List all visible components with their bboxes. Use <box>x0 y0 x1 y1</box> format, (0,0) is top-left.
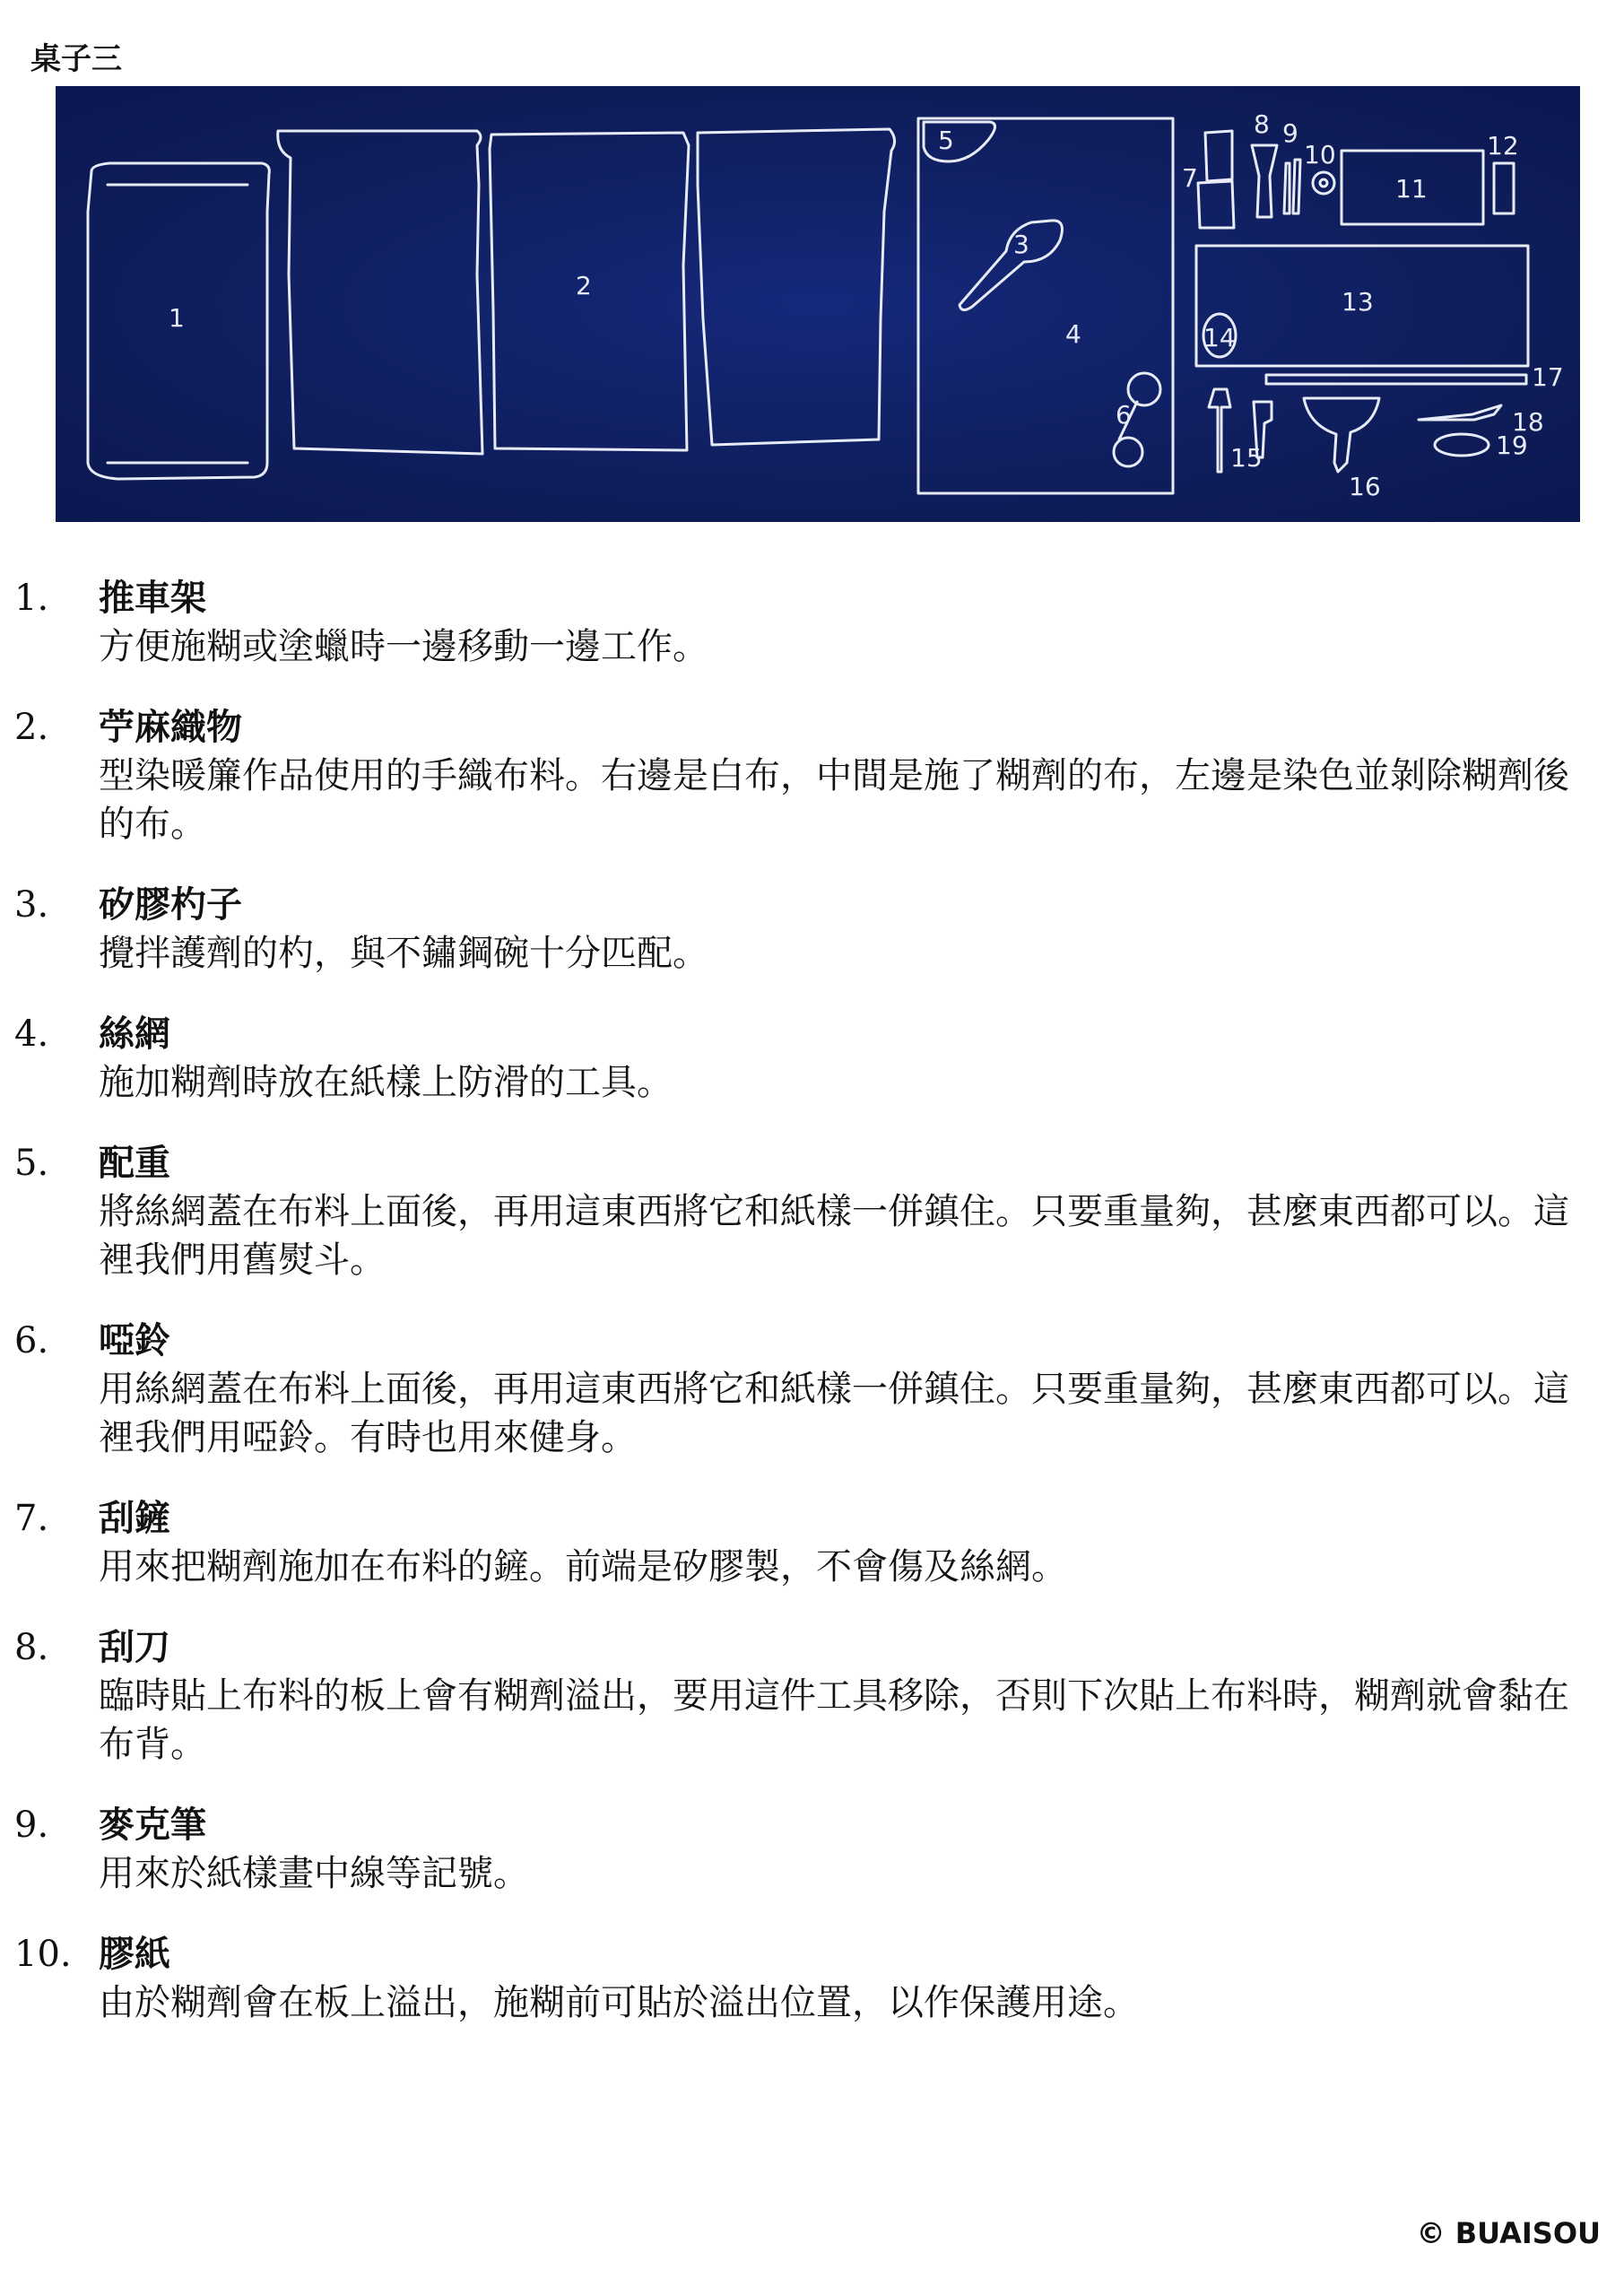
item-title: 刮刀 <box>99 1626 170 1668</box>
tools-outline-drawing <box>56 86 1580 522</box>
item-number: 6. <box>14 1320 49 1361</box>
item-number: 3. <box>14 884 49 926</box>
item-title: 推車架 <box>99 577 206 619</box>
item-number: 4. <box>14 1013 49 1055</box>
scraper-outline <box>1252 145 1277 217</box>
item-18-knife-outline <box>1419 405 1501 420</box>
label-9: 9 <box>1282 118 1298 148</box>
list-item <box>0 1010 1624 1107</box>
label-10: 10 <box>1304 140 1336 170</box>
item-title: 麥克筆 <box>99 1804 206 1846</box>
marker-pens-outline <box>1284 160 1300 213</box>
label-1: 1 <box>169 303 185 333</box>
item-description: 型染暖簾作品使用的手織布料。右邊是白布，中間是施了糊劑的布，左邊是染色並剝除糊劑後的布。 <box>99 755 1569 845</box>
label-7: 7 <box>1182 163 1198 193</box>
label-14: 14 <box>1203 323 1236 352</box>
list-item <box>0 1623 1624 1769</box>
fabric-right-outline <box>698 129 895 445</box>
item-title: 刮鏟 <box>99 1497 170 1539</box>
item-description: 用來於紙樣畫中線等記號。 <box>99 1853 529 1894</box>
label-19: 19 <box>1496 430 1528 460</box>
page-title: 桌子三 <box>30 41 122 77</box>
item-description: 方便施糊或塗蠟時一邊移動一邊工作。 <box>99 626 708 667</box>
list-item <box>0 574 1624 671</box>
silk-screen-outline <box>918 118 1173 493</box>
item-19-dish-outline <box>1435 434 1489 456</box>
item-12-outline <box>1494 163 1514 213</box>
item-16-bowl-outline <box>1304 398 1379 472</box>
item-number: 9. <box>14 1805 49 1846</box>
label-16: 16 <box>1349 472 1381 501</box>
item-title: 苧麻織物 <box>99 706 242 748</box>
label-12: 12 <box>1487 131 1519 161</box>
item-description: 施加糊劑時放在紙樣上防滑的工具。 <box>99 1062 673 1103</box>
weight-iron-outline <box>924 122 995 161</box>
item-description: 將絲網蓋在布料上面後，再用這東西將它和紙樣一併鎮住。只要重量夠，甚麼東西都可以。這裡我們用舊熨斗。 <box>99 1191 1569 1281</box>
item-title: 配重 <box>99 1142 170 1184</box>
label-15: 15 <box>1230 443 1263 473</box>
label-2: 2 <box>576 271 592 300</box>
item-description: 用絲網蓋在布料上面後，再用這東西將它和紙樣一併鎮住。只要重量夠，甚麼東西都可以。這裡我們用啞鈴。有時也用來健身。 <box>99 1369 1569 1458</box>
list-item <box>0 881 1624 978</box>
item-title: 膠紙 <box>99 1933 170 1975</box>
list-item <box>0 1930 1624 2027</box>
tape-roll-outline <box>1313 172 1334 194</box>
tape-roll-core <box>1320 179 1327 187</box>
list-item <box>0 1139 1624 1284</box>
label-17: 17 <box>1532 362 1564 392</box>
label-8: 8 <box>1254 109 1270 139</box>
item-number: 8. <box>14 1627 49 1668</box>
label-13: 13 <box>1342 287 1374 317</box>
item-17-outline <box>1266 375 1526 384</box>
label-5: 5 <box>938 126 954 155</box>
fabric-left-outline <box>278 131 482 454</box>
item-number: 10. <box>14 1934 72 1975</box>
item-description: 由於糊劑會在板上溢出，施糊前可貼於溢出位置，以作保護用途。 <box>99 1982 1139 2023</box>
list-item <box>0 1317 1624 1462</box>
list-item <box>0 703 1624 848</box>
label-4: 4 <box>1065 319 1081 349</box>
label-11: 11 <box>1395 174 1428 204</box>
copyright-notice: © BUAISOU <box>1416 2216 1601 2250</box>
list-item <box>0 1494 1624 1591</box>
item-number: 7. <box>14 1498 49 1539</box>
item-number: 1. <box>14 578 49 619</box>
tools-blueprint-figure <box>56 86 1580 522</box>
list-item <box>0 1801 1624 1898</box>
tool-list <box>0 574 1624 2059</box>
silicone-ladle-outline <box>960 221 1062 310</box>
item-title: 矽膠杓子 <box>99 883 242 926</box>
spatula-outline <box>1198 131 1234 228</box>
item-title: 絲網 <box>99 1013 170 1055</box>
item-number: 5. <box>14 1143 49 1184</box>
label-18: 18 <box>1512 407 1544 437</box>
item-title: 啞鈴 <box>99 1319 170 1361</box>
item-number: 2. <box>14 707 49 748</box>
item-description: 攪拌護劑的杓，與不鏽鋼碗十分匹配。 <box>99 933 708 974</box>
label-6: 6 <box>1116 400 1132 430</box>
item-description: 臨時貼上布料的板上會有糊劑溢出，要用這件工具移除，否則下次貼上布料時，糊劑就會黏在布背。 <box>99 1675 1569 1765</box>
label-3: 3 <box>1013 230 1029 259</box>
item-description: 用來把糊劑施加在布料的鏟。前端是矽膠製，不會傷及絲網。 <box>99 1546 1067 1587</box>
